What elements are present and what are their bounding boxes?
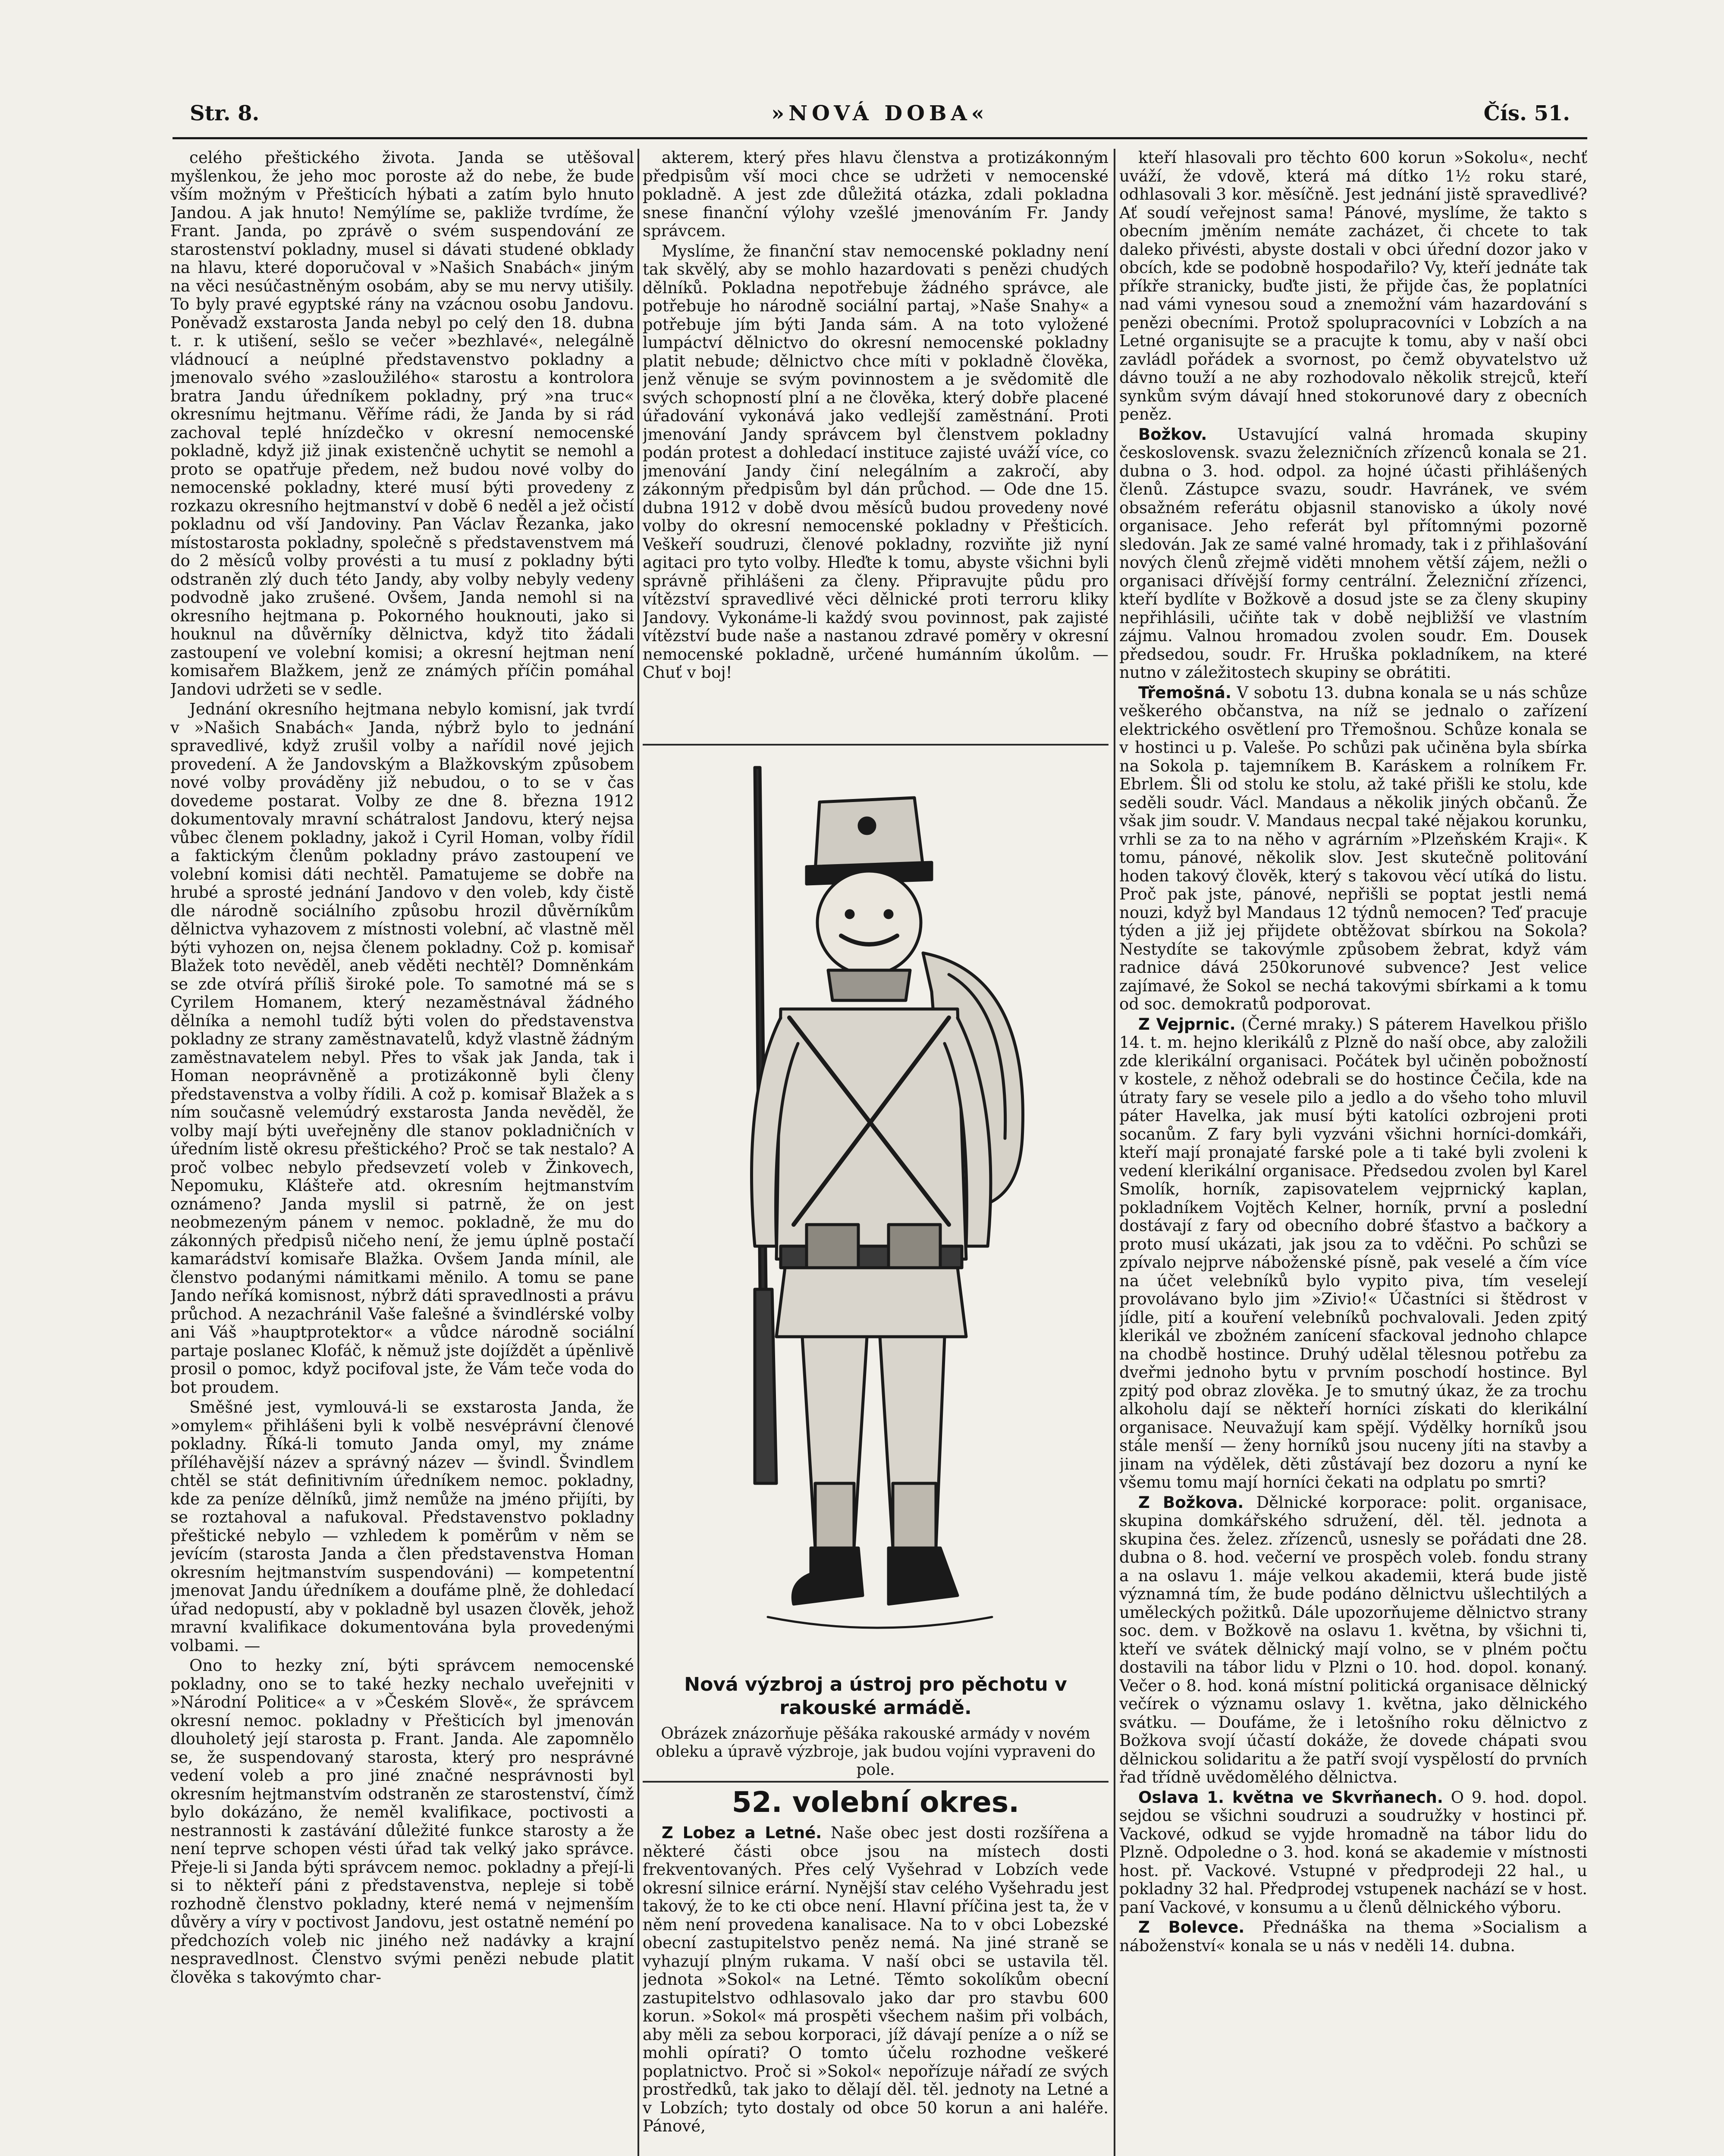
paragraph-text: Naše obec jest dosti rozšířena a některé části obce jsou na místech dosti frekventovaných. Přes celý Vyšehrad v Lobzích vede okresní silnice erární. Nynější stav celého Vyšehradu jest takový, že to ke cti obce není. Hlavní příčina jest ta, že v něm není provedena kanalisace. Na to v obci Lobezské obecní zastupitelstvo peněz nemá. Na jiné straně se vyhazují plným rukama. V naší obci se ustavila těl. jednota »Sokol« na Letné. Těmto sokolíkům obecní zastupitelstvo odhlasovalo jako dar pro stavbu 600 korun. »Sokol« má prospěti všechem našim při volbách, aby měli za sebou korporaci, jíž dávají peníze a o níž se mohli opírati? O tomto účelu rozhodne veškeré poplatnictvo. Proč si »Sokol« nepořízuje nářadí ze svých prostředků, tak jako to dělají děl. těl. jednoty na Letné a v Lobzích; tyto dostaly od obce 50 korun a ani haléře. Pánové,: [643, 1824, 1109, 2135]
paragraph: [1119, 1918, 1587, 1955]
header-rule: [173, 137, 1587, 139]
article-column-2: [643, 149, 1109, 740]
paragraph-lead: Třemošná.: [1138, 683, 1231, 702]
paragraph-lead: Oslava 1. května ve Skvrňanech.: [1138, 1788, 1443, 1807]
paragraph-text: kteří hlasovali pro těchto 600 korun »Sokolu«, nechť uváží, že vdově, která má dítko 1½ roku staré, odhlasovali 3 kor. měsíčně. Jest jednání jistě spravedlivé? Ať soudí veřejnost sama! Pánové, myslíme, že takto s obecním jměním nemáte zacházet, či chcete to tak daleko přivésti, abyste dostali v obci úřední dozor jako v obcích, kde se podobně hospodařilo? Vy, kteří jednáte tak příkře stranicky, buďte jisti, že přijde čas, že poplatníci nad vámi vynesou soud a znemožní vám hazardování s penězi obecními. Protož spolupracovníci v Lobzích a na Letné organisujte se a pracujte k tomu, aby v naší obci zavládl pořádek a svornost, po čemž obyvatelstvo už dávno touží a ne aby rozhodovalo několik strejců, kteří synkům svým dávají hned stokorunové dary z obecních peněz.: [1119, 149, 1587, 423]
paragraph-lead: Z Božkova.: [1138, 1493, 1244, 1512]
paragraph: Ono to hezky zní, býti správcem nemocenské pokladny, ono se to také hezky nechalo uveřejniti v »Národní Politice« a v »Českém Slově«, že správcem okresní nemoc. pokladny v Přešticích byl jmenován dlouholetý její starosta p. Frant. Janda. Ale zapomnělo se, že suspendovaný starosta, který pro nesprávné vedení voleb a pro jiné značné nesprávnosti byl okresním hejtmanstvím odstraněn ze starostenství, čímž bylo dokázáno, že neměl kvalifikace, poctivosti a nestrannosti k zastávání důležité funkce starosty a že není teprve schopen vésti úřad tak velký jako správce. Přeje-li si Janda býti správcem nemoc. pokladny a přejí-li si to někteří páni z představenstva, nepleje si tobě rozhodně členstvo pokladny, které nemá v nejmenším důvěry a víry v poctivost Jandovu, jest ostatně neméní po předchozích voleb nic jiného než nadávky a krajní nespravedlnost. Členstvo svými penězi nebude platit člověka s takovýmto char-: [170, 1656, 634, 1987]
paragraph: Myslíme, že finanční stav nemocenské pokladny není tak skvělý, aby se mohlo hazardovati s penězi chudých dělníků. Pokladna nepotřebuje žádného správce, ale potřebuje ho národně sociální partaj, »Naše Snahy« a potřebuje jím býti Janda sám. A na toto vyložené lumpáctví dělnictvo do okresní nemocenské pokladny platit nebude; dělnictvo chce míti v pokladně člověka, jenž věnuje se svým povinnostem a je svědomitě dle svých schopností plní a ne člověka, který dobře placené úřadování vykonává jako vedlejší zaměstnání. Proti jmenování Jandy správcem byl členstvem pokladny podán protest a dohledací instituce zajisté uváží více, co jmenování Jandy činí nelegálním a zakročí, aby zákonným předpisům byl dán průchod. — Ode dne 15. dubna 1912 v době dvou měsíců budou provedeny nové volby do okresní nemocenské pokladny v Přešticích. Veškeří soudruzi, členové pokladny, rozviňte již nyní agitaci pro tyto volby. Hleďte k tomu, abyste všichni byli správně přihlášeni za členy. Připravujte půdu pro vítězství spravedlivé věci dělnické proti terroru kliky Jandovy. Vykonáme-li každý svou povinnost, pak zajisté vítězství bude naše a nastanou zdravé poměry v okresní nemocenské pokladně, určené humánním úkolům. — Chuť v boj!: [643, 241, 1109, 682]
paragraph-text: Ustavující valná hromada skupiny československ. svazu železničních zřízenců konala se 21. dubna o 3. hod. odpol. za hojné účasti přihlášených členů. Zástupce svazu, soudr. Havránek, ve svém obsažném referátu objasnil stanovisko a úkoly nové organisace. Jeho referát byl přítomnými pozorně sledován. Jak ze samé valné hromady, tak i z přihlašování nových členů zřejmě viděti mnohem větší zájem, nežli o organisaci dřívější formy centrální. Železniční zřízenci, kteří bydlíte v Božkově a dosud jste se za členy skupiny nepřihlásili, učiňte tak v době nejbližší ve vlastním zájmu. Valnou hromadou zvolen soudr. Em. Dousek předsedou, soudr. Fr. Hruška pokladníkem, na které nutno v záležitostech skupiny se obrátiti.: [1119, 425, 1587, 682]
paragraph: Směšné jest, vymlouvá-li se exstarosta Janda, že »omylem« přihlášeni byli k volbě nesvéprávní členové pokladny. Říká-li tomuto Janda omyl, my známe příléhavější název a správný název — švindl. Švindlem chtěl se stát definitivním úředníkem nemoc. pokladny, kde za peníze dělníků, jimž nemůže na jméno přijíti, by se roztahoval a nafukoval. Představenstvo pokladny přeštické nebylo — vzhledem k poměrům v něm se jevícím (starosta Janda a člen představenstva Homan okresním hejtmanstvím suspendováni) — kompetentní jmenovat Jandu úředníkem a doufáme plně, že dohledací úřad nedopustí, aby v pokladně byl usazen člověk, jehož mravní kvalifikace dokumentována byla provedenými volbami. —: [170, 1398, 634, 1655]
paragraph: Jednání okresního hejtmana nebylo komisní, jak tvrdí v »Našich Snabách« Janda, nýbrž bylo to jednání spravedlivé, když zrušil volby a nařídil nové jejich provedení. A že Jandovským a Blažkovským způsobem nové volby prováděny již nebudou, o to se v čas dovedeme postarat. Volby ze dne 8. března 1912 dokumentovaly mravní schátralost Jandovu, který nejsa vůbec členem pokladny, jakož i Cyril Homan, volby řídil a faktickým členům pokladny právo zastoupení ve volební komisi dáti nechtěl. Pamatujeme se dobře na hrubé a sprosté jednání Jandovo v den voleb, kdy čistě dle národně sociálního způsobu hrozil důvěrníkům dělnictva vyhazovem z místnosti volební, ač vlastně měl býti vyhozen on, nejsa členem pokladny. Což p. komisař Blažek toto nevěděl, aneb věděti nechtěl? Domněnkám se zde otvírá příliš široké pole. To samotné má se s Cyrilem Homanem, který nezaměstnával žádného dělníka a nemohl tudíž býti volen do představenstva pokladny ze strany zaměstnavatelů, když vlastně žádným zaměstnavatelem nebyl. Přes to však jak Janda, tak i Homan neoprávněně a protizákonně byli členy představenstva a volby řídili. A což p. komisař Blažek a s ním současně velemúdrý exstarosta Janda nevěděl, že volby mají býti uveřejněny dle stanov pokladničních v úředním listě okresu přeštického? Proč se tak nestalo? A proč volbec nebylo předsevzetí voleb v Žinkovech, Nepomuku, Klášteře atd. okresním hejtmanstvím oznámeno? Janda myslil si patrně, že on jest neobmezeným pánem v nemoc. pokladně, že mu do zákonných předpisů ničeho není, že jemu úplně postačí kamarádství komisaře Blažka. Ovšem Janda mínil, ale členstvo podanými námitkami měnilo. A tomu se pane Jando neříká komisnost, nýbrž dáti spravedlnosti a právu průchod. A nezachránil Vaše falešné a švindlérské volby ani Váš »hauptprotektor« a vůdce národně sociální partaje poslanec Klofáč, k němuž jste dojíždět a úpěnlivě prosil o pomoc, když pocifoval jste, že Vám teče voda do bot proudem.: [170, 700, 634, 1397]
section-rule: [643, 744, 1109, 746]
illustration-caption-title: Nová výzbroj a ústroj pro pěchotu v rakouské armádě.: [684, 1673, 1067, 1719]
column-divider: [637, 149, 639, 2156]
paragraph-text: Dělnické korporace: polit. organisace, skupina domkářského sdružení, děl. těl. jednota a skupina čes. želez. zřízenců, usnesly se pořádati dne 28. dubna o 8. hod. večerní ve prospěch voleb. fondu strany a na oslavu 1. máje velkou akademii, která bude jistě významná tím, že bude podáno dělnictvu ušlechtilých a uměleckých požitků. Dále upozorňujeme dělnictvo strany soc. dem. v Božkově na oslavu 1. května, by všichni ti, kteří ve svátek dělnický mají volno, se v plném počtu dostavili na tábor lidu v Plzni o 10. hod. dopol. konaný. Večer o 8. hod. koná místní politická organisace dělnický večírek o významu oslavy 1. května, jako dělnického svátku. — Doufáme, že i letošního roku dělnictvo z Božkova svojí účastí dokáže, že dovede chápati svou dělnickou solidaritu a že patří svojí vyspělostí do prvních řad třídně uvědomělého dělnictva.: [1119, 1493, 1587, 1786]
paragraph: [1119, 684, 1587, 1014]
paragraph: [1119, 426, 1587, 682]
paragraph: celého přeštického života. Janda se utěšoval myšlenkou, že jeho moc poroste až do nebe, že bude vším možným v Přešticích hýbati a zatím bylo hnuto Jandou. A jak hnuto! Nemýlíme se, pakliže tvrdíme, že Frant. Janda, po zprávě o svém suspendování ze starostenství pokladny, musel si dávati studené obklady na hlavu, které doporučoval v »Našich Snabách« jiným na věci nesúčastněným osobám, aby se mu nervy utišily. To byly pravé egyptské rány na vzácnou osobu Jandovu. Poněvadž exstarosta Janda nebyl po celý den 18. dubna t. r. k utišení, sešlo se večer »bezhlavé«, nelegálně vládnoucí a neúplné představenstvo pokladny a jmenovalo svého »zasloužilého« starostu a kontrolora bratra Jandu úředníkem pokladny, prý »na truc« okresnímu hejtmanu. Věříme rádi, že Janda by si rád zachoval teplé hnízdečko v okresní nemocenské pokladně, když již jinak existenčně uchytit se nemohl a proto se opatřuje předem, než budou nové volby do nemocenské pokladny, které musí býti provedeny z rozkazu okresního hejtmanství v době 6 neděl a jež očistí pokladnu od vší Jandoviny. Pan Václav Řezanka, jako místostarosta pokladny, společně s představenstvem má do 2 měsíců volby provésti a tu musí z pokladny býti odstraněn zlý duch této Jandy, aby volby nebyly vedeny podvodně jako zrušené. Ovšem, Janda nemohl si na okresního hejtmana p. Pokorného houknouti, jako si houknul na důvěrníky dělnictva, když tito žádali zastoupení ve volební komisi; a okresní hejtman není komisařem Blažkem, jenž ze známých příčin pomáhal Jandovi udržeti se v sedle.: [170, 149, 634, 699]
section-heading: 52. volební okres.: [732, 1786, 1020, 1819]
infantry-soldier-icon: [690, 750, 1061, 1669]
paragraph-text: V sobotu 13. dubna konala se u nás schůze veškerého občanstva, na níž se jednalo o zařízení elektrického osvětlení pro Třemošnou. Schůze konala se v hostinci u p. Valeše. Po schůzi pak učiněna byla sbírka na Sokola p. tajemníkem B. Karáskem a rolníkem Fr. Ebrlem. Šli od stolu ke stolu, až také přišli ke stolu, kde seděli soudr. Václ. Mandaus a několik jiných občanů. Že však jim soudr. V. Mandaus necpal také nějakou korunku, vrhli se za to na něho v agrárním »Plzeňském Kraji«. K tomu, pánové, několik slov. Jest skutečně politování hoden takový člověk, který s takovou věcí utíká do listu. Proč pak jste, pánové, nepřišli se poptat jestli nemá nouzi, když byl Mandaus 12 týdnů nemocen? Teď pracuje týden a již jej přijdete obtěžovat sbírkou na Sokola? Nestydíte se takovýmle způsobem žebrat, když vám radnice dává 250korunové subvence? Jest velice zajímavé, že Sokol se nechá takovými sbírkami a k tomu od soc. demokratů podporovat.: [1119, 683, 1587, 1013]
page-number: Str. 8.: [190, 101, 260, 125]
paragraph: [1119, 1789, 1587, 1917]
paragraph: [1119, 1494, 1587, 1787]
paragraph: [1119, 1015, 1587, 1492]
paragraph: akterem, který přes hlavu členstva a protizákonným předpisům vší moci chce se udržeti v nemocenské pokladně. A jest zde důležitá otázka, zdali pokladna snese finanční výlohy vzešlé jmenováním Fr. Jandy správcem.: [643, 149, 1109, 240]
column-divider: [1114, 149, 1115, 2156]
section-column: [643, 1824, 1109, 2156]
section-paragraph: [643, 1824, 1109, 2136]
illustration-caption-text: Obrázek znázorňuje pěšáka rakouské armády v novém obleku a úpravě výzbroje, jak budou vojíni vypraveni do pole.: [656, 1725, 1096, 1779]
newspaper-title: »NOVÁ DOBA«: [771, 101, 989, 125]
paragraph: [1119, 149, 1587, 424]
paragraph-text: Přednáška na thema »Socialism a náboženství« konala se u nás v neděli 14. dubna.: [1119, 1918, 1587, 1955]
paragraph-lead: Z Bolevce.: [1138, 1918, 1245, 1937]
paragraph-lead: Z Vejprnic.: [1138, 1015, 1236, 1034]
page-header: [173, 101, 1587, 132]
paragraph-text: (Černé mraky.) S páterem Havelkou přišlo 14. t. m. hejno klerikálů z Plzně do naší obce, aby založili zde klerikální organisaci. Počátek byl učiněn pobožností v kostele, z něhož odebrali se do hostince Čečila, kde na útraty fary se vesele pilo a jedlo a do všeho toho mluvil páter Havelka, jak musí býti katolíci ozbrojeni proti socanům. Z fary byli vyzváni všichni horníci-domkáři, kteří mají pronajaté farské pole a ti také byli zvoleni k vedení klerikální organisace. Předsedou zvolen byl Karel Smolík, horník, zapisovatelem vejprnický kaplan, pokladníkem Vojtěch Kelner, horník, první a poslední dostávají z fary od obecního dobré šťastvo a bačkory a proto musí ukázati, jak jsou za to vděčni. Po schůzi se zpívalo nejprve náboženské písně, pak veselé a čím více na účet velebníků bylo vypito piva, tím veselejí provolávano bylo jim »Zivio!« Účastníci si štědrost v jídle, pití a kouření velebníků pochvalovali. Jeden zpitý klerikál ve zbožném zanícení sfackoval jednoho chlapce na chodbě hostince. Druhý udělal tělesnou potřebu za dveřmi jednoho bytu v prvním poschodí hostince. Byl zpitý pod obraz zlověka. Je to smutný úkaz, že za trochu alkoholu dají se někteří horníci získati do klerikální organisace. Neuvažují kam spějí. Výdělky horníků jsou stále menší — ženy horníků jsou nuceny jíti na stavby a jinam na výdělek, děti zůstávají bez dozoru a nyní ke všemu tomu mají horníci čekati na odplatu po smrti?: [1119, 1015, 1587, 1492]
paragraph-lead: Božkov.: [1138, 425, 1207, 444]
article-column-3: [1119, 149, 1587, 2156]
article-column-1: [170, 149, 634, 2156]
paragraph-lead: Z Lobez a Letné.: [662, 1824, 822, 1842]
issue-number: Čís. 51.: [1483, 101, 1570, 125]
paragraph-text: O 9. hod. dopol. sejdou se všichni soudruzi a soudružky v hostinci př. Vackové, odkud se vyjde hromadně na tábor lidu do Plzně. Odpoledne o 3. hod. koná se akademie v místnosti host. př. Vackové. Vstupné v předprodeji 22 hal., u pokladny 32 hal. Předprodej vstupenek nachází se v host. paní Vackové, v konsumu a u členů dělnického výboru.: [1119, 1788, 1587, 1917]
section-rule: [643, 1781, 1109, 1783]
